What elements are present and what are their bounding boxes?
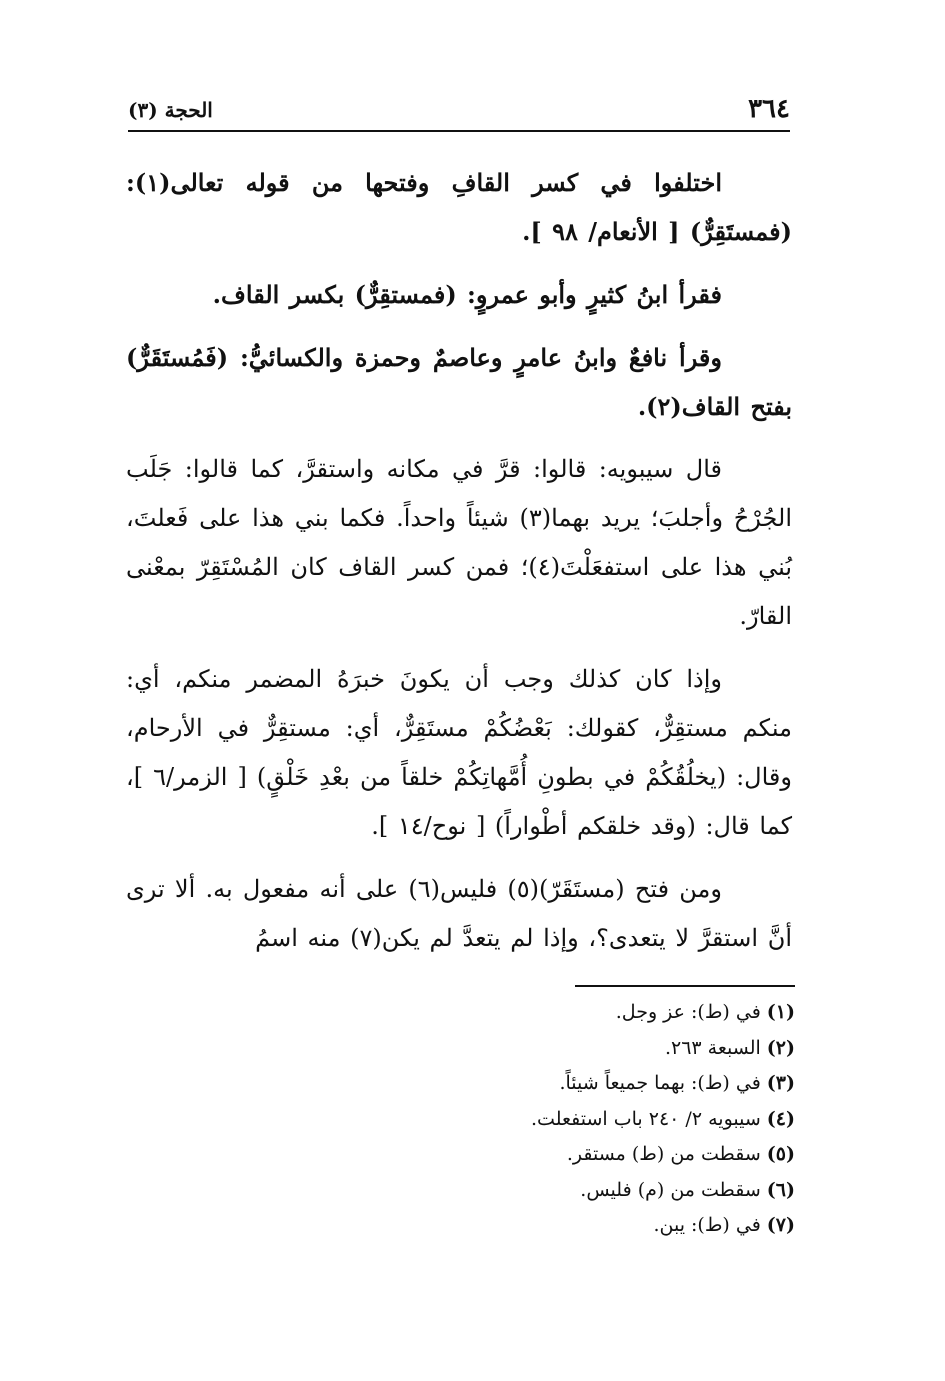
footnote-number: (٣) (766, 1072, 795, 1094)
paragraph-4: قال سيبويه: قالوا: قرَّ في مكانه واستقرَّ، كما قالوا: جَلَب الجُرْحُ وأجلبَ؛ يريد بهما(٣) شيئاً واحداً. فكما بني هذا على فَعلتَ، بُني هذا على استفعَلْتَ(٤)؛ فمن كسر القاف كان المُسْتَقِرّ بمعْنى القارّ. (126, 455, 793, 630)
footnote-number: (١) (766, 1001, 795, 1023)
book-title: الحجة (٣) (128, 98, 213, 122)
footnote-text: سقطت من (م) فليس. (580, 1178, 761, 1201)
footnote-number: (٧) (766, 1214, 795, 1236)
footnote-divider (575, 985, 795, 987)
footnote-text: في (ط): بهما جميعاً شيئاً. (559, 1072, 761, 1094)
header-divider (128, 130, 790, 132)
running-header (128, 92, 790, 126)
paragraph-6: ومن فتح (مستَقَرّ)(٥) فليس(٦) على أنه مفعول به. ألا ترى أنَّ استقرَّ لا يتعدى؟، وإذا لم يتعدَّ لم يكن(٧) منه اسمُ (126, 875, 792, 952)
footnote-item (275, 1031, 795, 1067)
paragraph-5: وإذا كان كذلك وجب أن يكونَ خبرَهُ المضمر منكم، أي: منكم مستقِرٌّ، كقولك: بَعْضُكُمْ مستَقِرٌّ، أي: مستقِرٌّ في الأرحام، وقال: (يخلُقُكُمْ في بطونِ أُمَّهاتِكُمْ خلقاً من بعْدِ خَلْقٍ) [ الزمر/٦ ]، كما قال: (وقد خلقكم أطْواراً) [ نوح/١٤ ]. (126, 665, 792, 840)
footnote-text: في (ط): عز وجل. (615, 1001, 761, 1023)
footnote-number: (٤) (766, 1107, 795, 1130)
footnote-text: سيبويه ٢/ ٢٤٠ باب استفعلت. (531, 1107, 761, 1130)
paragraph-2: فقرأ ابنُ كثيرٍ وأبو عمروٍ: (فمستقِرٌّ) بكسر القاف. (212, 280, 722, 309)
paragraph-1: اختلفوا في كسر القافِ وفتحها من قوله تعالى(١): (فمستَقِرٌّ) [ الأنعام/ ٩٨ ]. (126, 168, 792, 246)
footnote-item (275, 995, 795, 1031)
footnote-item (275, 1173, 795, 1209)
page-number: ٣٦٤ (748, 94, 790, 124)
footnote-text: السبعة ٢٦٣. (664, 1036, 761, 1059)
footnote-text: سقطت من (ط) مستقر. (566, 1143, 761, 1165)
footnote-item (275, 1102, 795, 1138)
footnote-text: في (ط): يبن. (653, 1214, 761, 1236)
footnote-item (275, 1208, 795, 1244)
footnote-item (275, 1137, 795, 1173)
footnotes-list (275, 995, 795, 1244)
footnote-number: (٢) (766, 1036, 795, 1059)
paragraph-3: وقرأ نافعٌ وابنُ عامرٍ وعاصمٌ وحمزة والكسائيُّ: (فَمُستَقَرٌّ) بفتح القاف(٢). (126, 343, 792, 421)
footnote-number: (٦) (766, 1178, 795, 1201)
footnote-item (275, 1066, 795, 1102)
main-text (126, 158, 792, 977)
footnote-number: (٥) (766, 1143, 795, 1165)
